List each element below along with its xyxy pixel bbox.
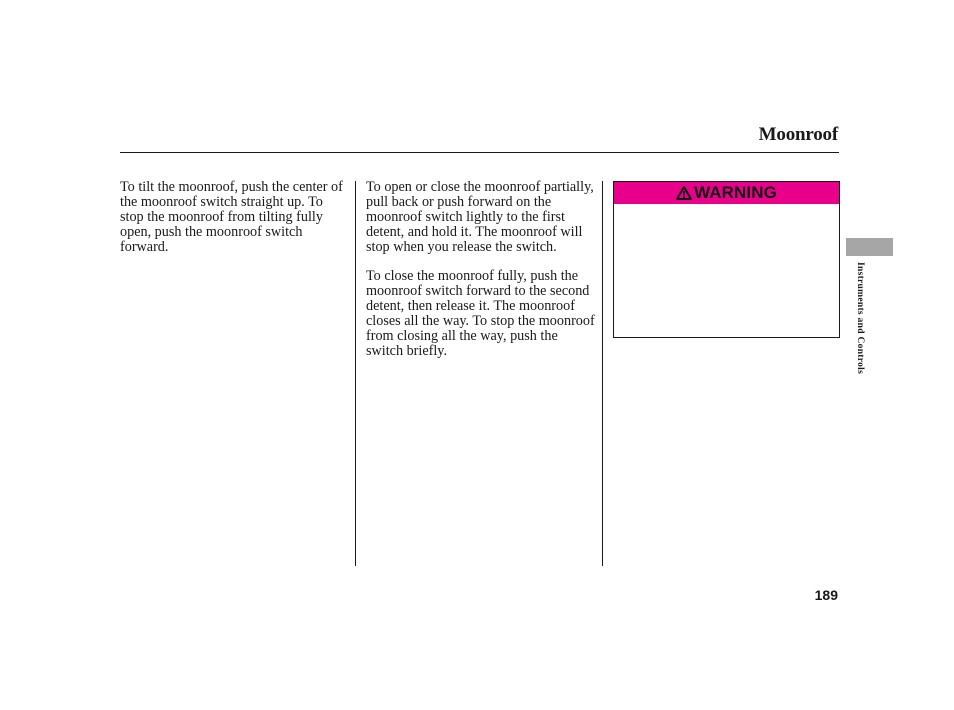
column-divider — [355, 181, 356, 566]
section-label: Instruments and Controls — [855, 262, 865, 375]
text-column-left — [120, 180, 348, 269]
paragraph: To tilt the moonroof, push the center of the moonroof switch straight up. To stop the moonroof from tilting fully open, push the moonroof switch forward. — [120, 179, 343, 255]
section-tab — [846, 238, 893, 256]
text-column-middle — [366, 180, 596, 374]
page-title: Moonroof — [758, 124, 838, 145]
column-divider — [602, 181, 603, 566]
header-rule — [120, 152, 839, 153]
warning-label: WARNING — [694, 183, 777, 202]
paragraph: To close the moonroof fully, push the moonroof switch forward to the second detent, then release it. The moonroof closes all the way. To stop the moonroof from closing all the way, push the switch briefly. — [366, 268, 595, 359]
page-number: 189 — [814, 587, 838, 603]
warning-header — [614, 182, 839, 204]
warning-box — [613, 181, 840, 338]
warning-triangle-icon — [676, 186, 692, 200]
paragraph: To open or close the moonroof partially, pull back or push forward on the moonroof switch lightly to the first detent, and hold it. The moonroof will stop when you release the switch. — [366, 179, 594, 255]
